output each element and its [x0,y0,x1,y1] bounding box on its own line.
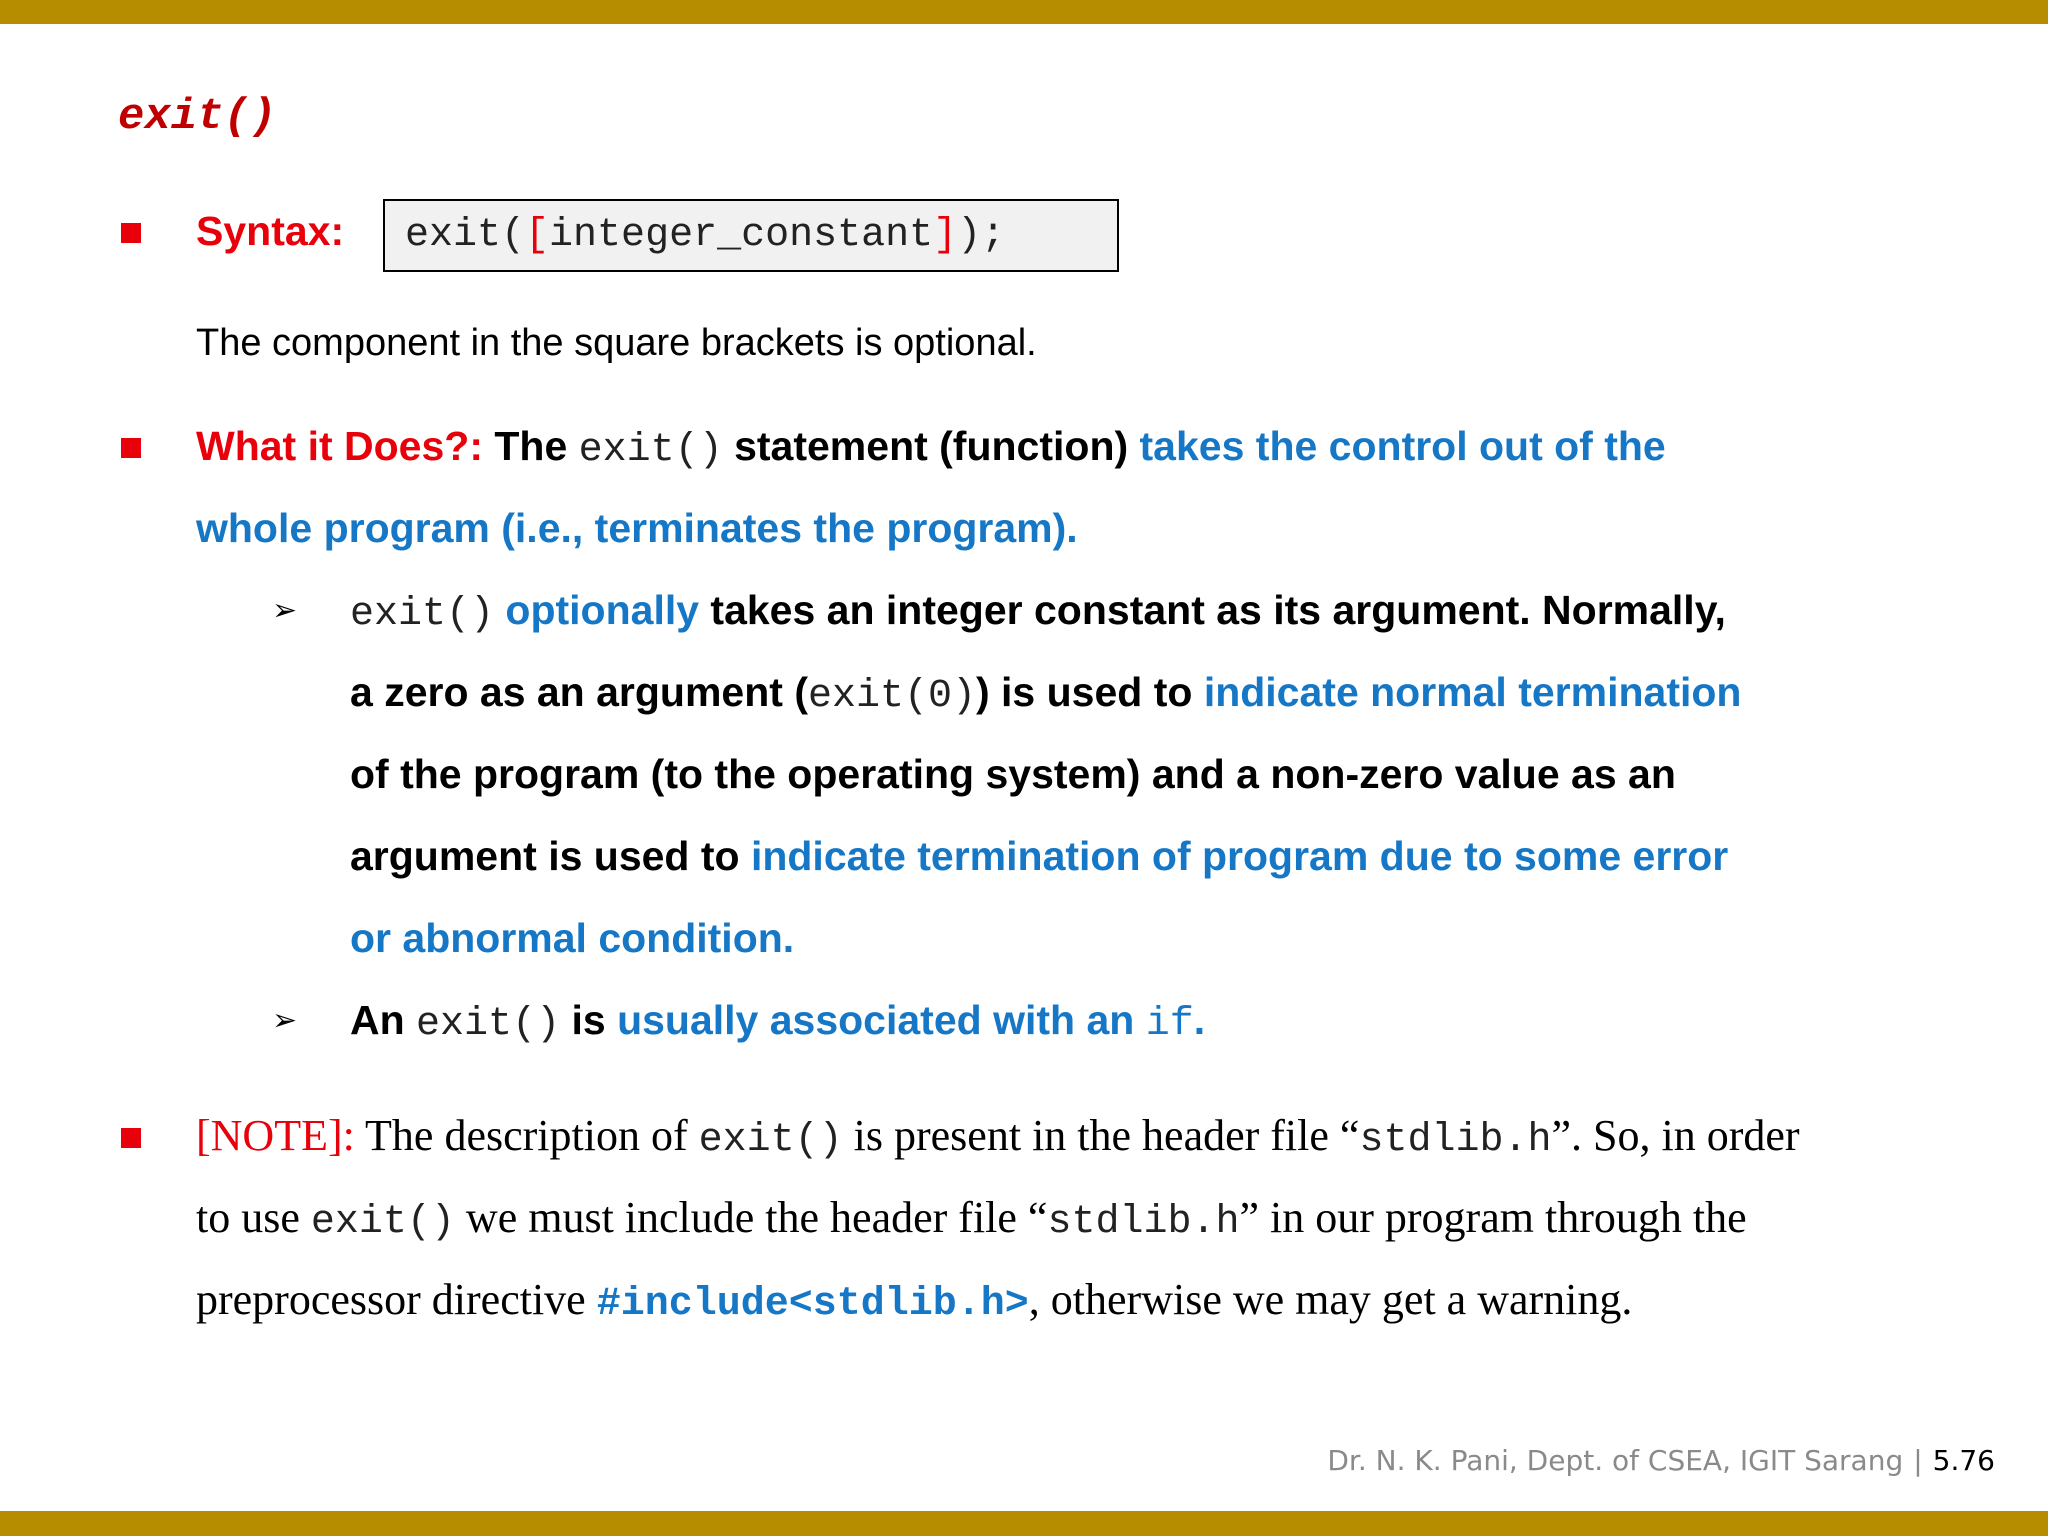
note-text-7: preprocessor directive [196,1275,597,1324]
footer-author: Dr. N. K. Pani, Dept. of CSEA, IGIT Sarang [1327,1444,1904,1477]
what-text-1: The [482,423,579,469]
syntax-open-bracket: [ [525,213,550,258]
what-text-2: statement (function) [722,423,1140,469]
sub1-text-2: a zero as an argument ( [350,669,808,715]
sub2-line [350,997,1206,1047]
sub1-blue-error: indicate termination of program due to some error [750,833,1729,879]
sub1-line-4 [350,833,1729,879]
sub1-code-exit0: exit(0) [807,674,976,719]
sub2-code-exit: exit() [416,1002,561,1047]
sub1-blue-optionally: optionally [494,587,700,633]
note-text-6: ” in our program through the [1239,1193,1747,1242]
slide-footer [1327,1444,1995,1477]
sub1-text-3: ) is used to [976,669,1204,715]
syntax-code-box [383,199,1119,272]
what-blue-1: takes the control out of the [1139,423,1666,469]
syntax-label: Syntax: [196,208,345,254]
sub1-line-3: of the program (to the operating system) and a non-zero value as an [350,751,1676,797]
note-label: [NOTE]: [196,1111,355,1160]
sub2-code-if: if [1145,1002,1194,1047]
bullet-square-what [121,438,141,458]
sub1-blue-normal: indicate normal termination [1203,669,1742,715]
note-text-3: ”. So, in order [1551,1111,1800,1160]
sub1-text-5: argument is used to [350,833,751,879]
what-line-1 [196,423,1666,473]
bullet-square-note [121,1128,141,1148]
note-text-5: we must include the header file “ [454,1193,1048,1242]
note-text-8: , otherwise we may get a warning. [1028,1275,1633,1324]
note-code-exit-2: exit() [310,1200,455,1245]
note-text-4: to use [196,1193,311,1242]
sub1-line-2 [350,669,1742,719]
note-text-1: The description of [354,1111,699,1160]
top-accent-bar [0,0,2048,24]
sub1-code-exit: exit() [350,592,495,637]
sub1-line-1 [350,587,1726,637]
sub1-line-5: or abnormal condition. [350,915,795,961]
sub2-blue-1: usually associated with an [617,997,1146,1043]
note-text-2: is present in the header file “ [842,1111,1360,1160]
note-line-2 [196,1193,1747,1245]
arrow-bullet-icon: ➢ [272,1004,298,1037]
bottom-accent-bar [0,1511,2048,1536]
page-number: 5.76 [1932,1444,1995,1477]
what-label: What it Does?: [196,423,483,469]
note-code-exit: exit() [698,1118,843,1163]
sub2-text-2: is [560,997,618,1043]
note-code-stdlib: stdlib.h [1359,1118,1552,1163]
what-line-2: whole program (i.e., terminates the program). [196,505,1078,551]
bullet-square-syntax [121,223,141,243]
sub2-blue-2: . [1193,997,1206,1043]
syntax-code-pre: exit( [405,213,526,258]
note-code-stdlib-2: stdlib.h [1047,1200,1240,1245]
arrow-bullet-icon: ➢ [272,594,298,627]
syntax-code-param: integer_constant [549,213,934,258]
footer-separator: | [1913,1444,1923,1477]
what-code-exit: exit() [578,428,723,473]
syntax-optional-note: The component in the square brackets is optional. [196,322,1037,364]
syntax-close-bracket: ] [933,213,958,258]
note-code-include: #include<stdlib.h> [596,1282,1029,1327]
syntax-code-post: ); [957,213,1006,258]
slide-title: exit() [118,92,277,142]
sub2-text-1: An [350,997,417,1043]
sub1-text-1: takes an integer constant as its argument. Normally, [699,587,1726,633]
note-line-3 [196,1275,1633,1327]
note-line-1 [196,1111,1800,1163]
